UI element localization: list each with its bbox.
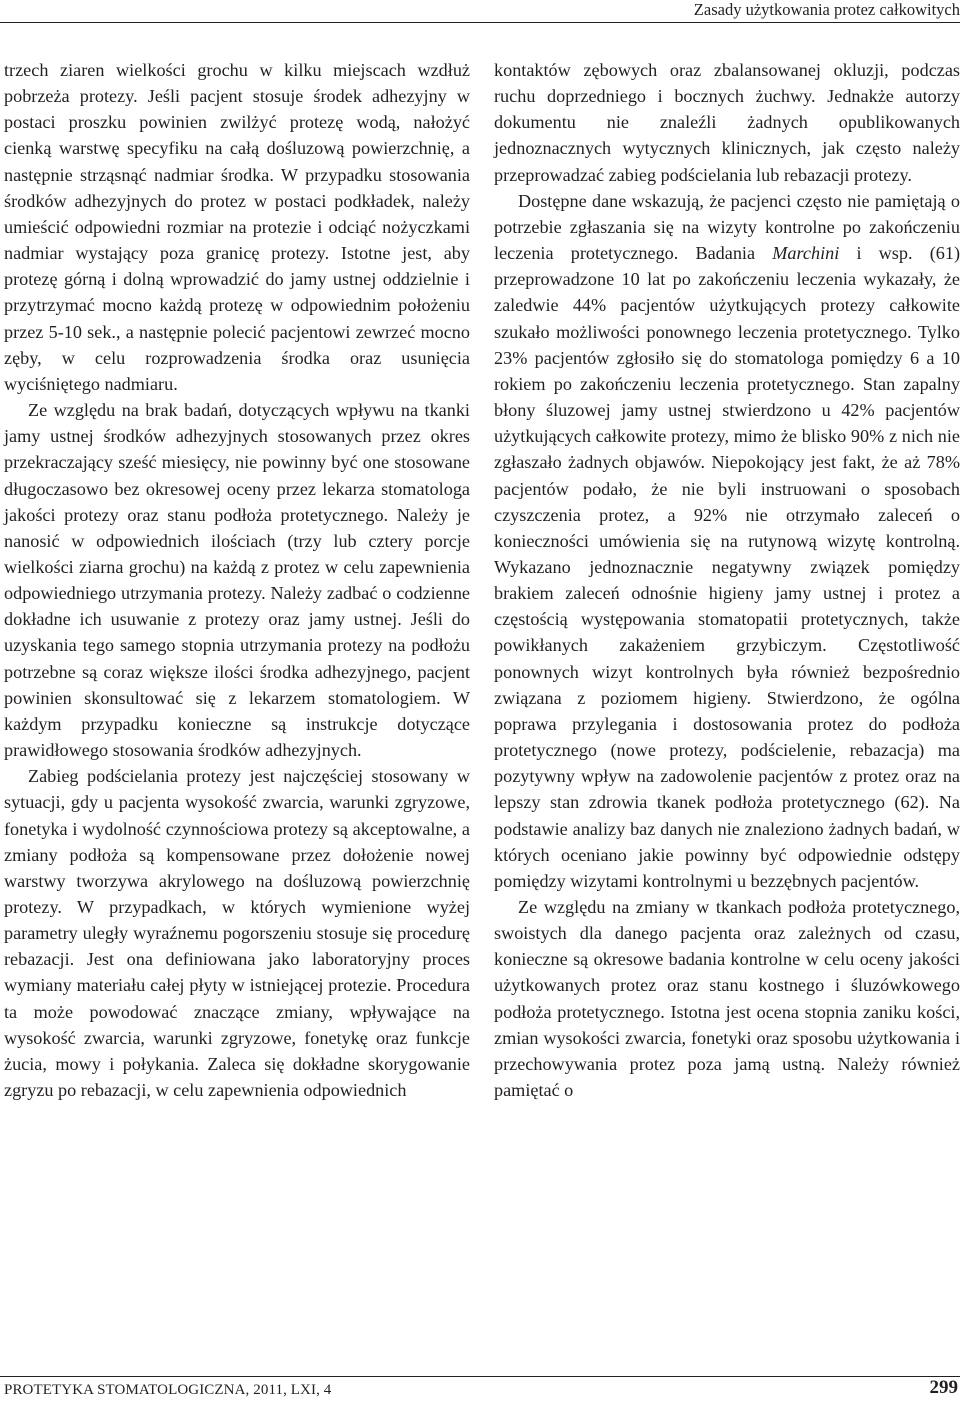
right-paragraph-3: Ze względu na zmiany w tkankach podłoża protetycznego, swoistych dla danego pacjenta oraz zależnych od czasu, konieczne są okresowe badania kontrolne w celu oceny jakości użytkowanych protez oraz stanu kostnego i śluzówkowego podłoża protetycznego. Istotna jest ocena stopnia zaniku kości, zmian wysokości zwarcia, fonetyki oraz sposobu użytkowania i przechowywania protez poza jamą ustną. Należy również pamiętać o <box>494 897 960 1101</box>
left-paragraph-3: Zabieg podścielania protezy jest najczęściej stosowany w sytuacji, gdy u pacjenta wysokość zwarcia, warunki zgryzowe, fonetyka i wydolność czynnościowa protezy są akceptowalne, a zmiany podłoża są kompensowane przez dołożenie nowej warstwy tworzywa akrylowego na dośluzową powierzchnię protezy. W przypadkach, w których wymienione wyżej parametry uległy wyraźnemu pogorszeniu stosuje się procedurę rebazacji. Jest ona definiowana jako laboratoryjny proces wymiany materiału całej płyty w istniejącej protezie. Procedura ta może powodować znaczące zmiany, wpływające na wysokość zwarcia, warunki zgryzowe, fonetykę oraz funkcje żucia, mowy i połykania. Zaleca się dokładne skorygowanie zgryzu po rebazacji, w celu zapewnienia odpowiednich <box>4 766 470 1101</box>
right-paragraph-2-start: Dostępne dane wskazują, że pacjenci często nie pamiętają o potrzebie zgłaszania się na wizyty kontrolne po zakończeniu leczenia protetycznego. Badania <box>494 190 960 264</box>
right-paragraph-1: kontaktów zębowych oraz zbalansowanej okluzji, podczas ruchu doprzedniego i bocznych żuchwy. Jednakże autorzy dokumentu nie znaleźli żadnych opublikowanych jednoznacznych wytycznych klinicznych, jak często należy przeprowadzać zabieg podścielania lub rebazacji protezy. <box>494 60 960 185</box>
right-column <box>494 57 960 1103</box>
running-header <box>0 0 960 23</box>
left-paragraph-2: Ze względu na brak badań, dotyczących wpływu na tkanki jamy ustnej środków adhezyjnych stosowanych przez okres przekraczający sześć miesięcy, nie powinny być one stosowane długoczasowo bez okresowej oceny przez lekarza stomatologa jakości protezy oraz stanu podłoża protetycznego. Należy je nanosić w odpowiednich ilościach (trzy lub cztery porcje wielkości ziarna grochu) na każdą z protez w celu zapewnienia odpowiedniego utrzymania protezy. Należy zadbać o codzienne dokładne ich usuwanie z protezy oraz jamy ustnej. Jeśli do uzyskania tego samego stopnia utrzymania protezy na podłożu potrzebne są coraz większe ilości środka adhezyjnego, pacjent powinien skonsultować się z lekarzem stomatologiem. W każdym przypadku konieczne są instrukcje dotyczące prawidłowego stosowania środków adhezyjnych. <box>4 400 470 761</box>
left-column <box>4 57 470 1103</box>
right-paragraph-2-rest: i wsp. (61) przeprowadzone 10 lat po zakończeniu leczenia wykazały, że zaledwie 44% pacjentów użytkujących protezy całkowite szukało możliwości ponownego leczenia protetycznego. Tylko 23% pacjentów zgłosiło się do stomatologa pomiędzy 6 a 10 rokiem po zakończeniu leczenia protetycznego. Stan zapalny błony śluzowej jamy ustnej stwierdzono u 42% pacjentów użytkujących całkowite protezy, mimo że blisko 90% z nich nie zgłaszało żadnych objawów. Niepokojący jest fakt, że aż 78% pacjentów podało, że nie byli instruowani o sposobach czyszczenia protez, a 92% nie otrzymało zaleceń o konieczności umówienia się na rutynową wizytę kontrolną. Wykazano jednoznacznie negatywny związek pomiędzy brakiem zaleceń odnośnie higieny jamy ustnej i protez a częstością występowania stomatopatii protetycznych, także powikłanych zakażeniem grzybiczym. Częstotliwość ponownych wizyt kontrolnych była również bezpośrednio związana z poziomem higieny. Stwierdzono, że ogólna poprawa przylegania i dostosowania protez do podłoża protetycznego (nowe protezy, podścielenie, rebazacja) ma pozytywny wpływ na zadowolenie pacjentów z protez oraz na lepszy stan zdrowia tkanek podłoża protetycznego (62). Na podstawie analizy baz danych nie znaleziono żadnych badań, w których oceniano jakie powinny być odpowiednie odstępy pomiędzy wizytami kontrolnymi u bezzębnych pacjentów. <box>494 243 960 891</box>
journal-citation: PROTETYKA STOMATOLOGICZNA, 2011, LXI, 4 <box>4 1382 332 1398</box>
page-number: 299 <box>929 1377 958 1398</box>
running-title: Zasady użytkowania protez całkowitych <box>693 0 960 19</box>
left-paragraph-1: trzech ziaren wielkości grochu w kilku miejscach wzdłuż pobrzeża protezy. Jeśli pacjent stosuje środek adhezyjny w postaci proszku powinien zwilżyć protezę wodą, nałożyć cienką warstwę specyfiku na całą dośluzową powierzchnię, a następnie strząsnąć nadmiar środka. W przypadku stosowania środków adhezyjnych do protez w postaci podkładek, należy umieścić odpowiedni rozmiar na protezie i odciąć nożyczkami nadmiar wystający poza granicę protezy. Istotne jest, aby protezę górną i dolną wprowadzić do jamy ustnej oddzielnie i przytrzymać mocno każdą protezę w odpowiednim położeniu przez 5-10 sek., a następnie polecić pacjentowi zewrzeć mocno zęby, w celu rozprowadzenia środka oraz usunięcia wyciśniętego nadmiaru. <box>4 60 470 394</box>
cited-author: Marchini <box>772 243 840 264</box>
right-paragraph-2 <box>494 188 960 894</box>
footer-rule <box>0 1376 960 1377</box>
